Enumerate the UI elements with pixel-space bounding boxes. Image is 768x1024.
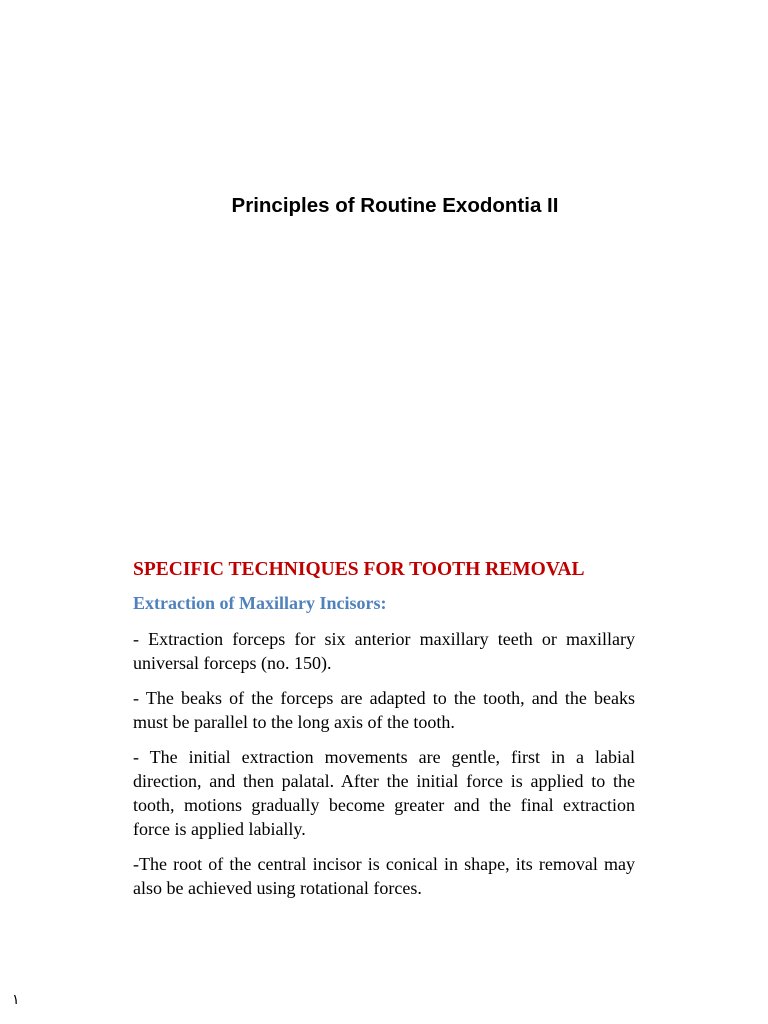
paragraph: - The initial extraction movements are gentle, first in a labial direction, and then palatal. After the initial force is applied to the tooth, motions gradually become greater and the final extraction force is applied labially. xyxy=(133,747,635,839)
paragraph: -The root of the central incisor is conical in shape, its removal may also be achieved using rotational forces. xyxy=(133,854,635,898)
page-title: Principles of Routine Exodontia II xyxy=(231,194,559,217)
content-body xyxy=(133,556,635,911)
page-number: ١ xyxy=(12,992,20,1008)
paragraph: - The beaks of the forceps are adapted to the tooth, and the beaks must be parallel to the long axis of the tooth. xyxy=(133,688,635,732)
paragraph: - Extraction forceps for six anterior maxillary teeth or maxillary universal forceps (no. 150). xyxy=(133,629,635,673)
subheading: Extraction of Maxillary Incisors: xyxy=(133,593,387,613)
section-heading: SPECIFIC TECHNIQUES FOR TOOTH REMOVAL xyxy=(133,559,585,580)
